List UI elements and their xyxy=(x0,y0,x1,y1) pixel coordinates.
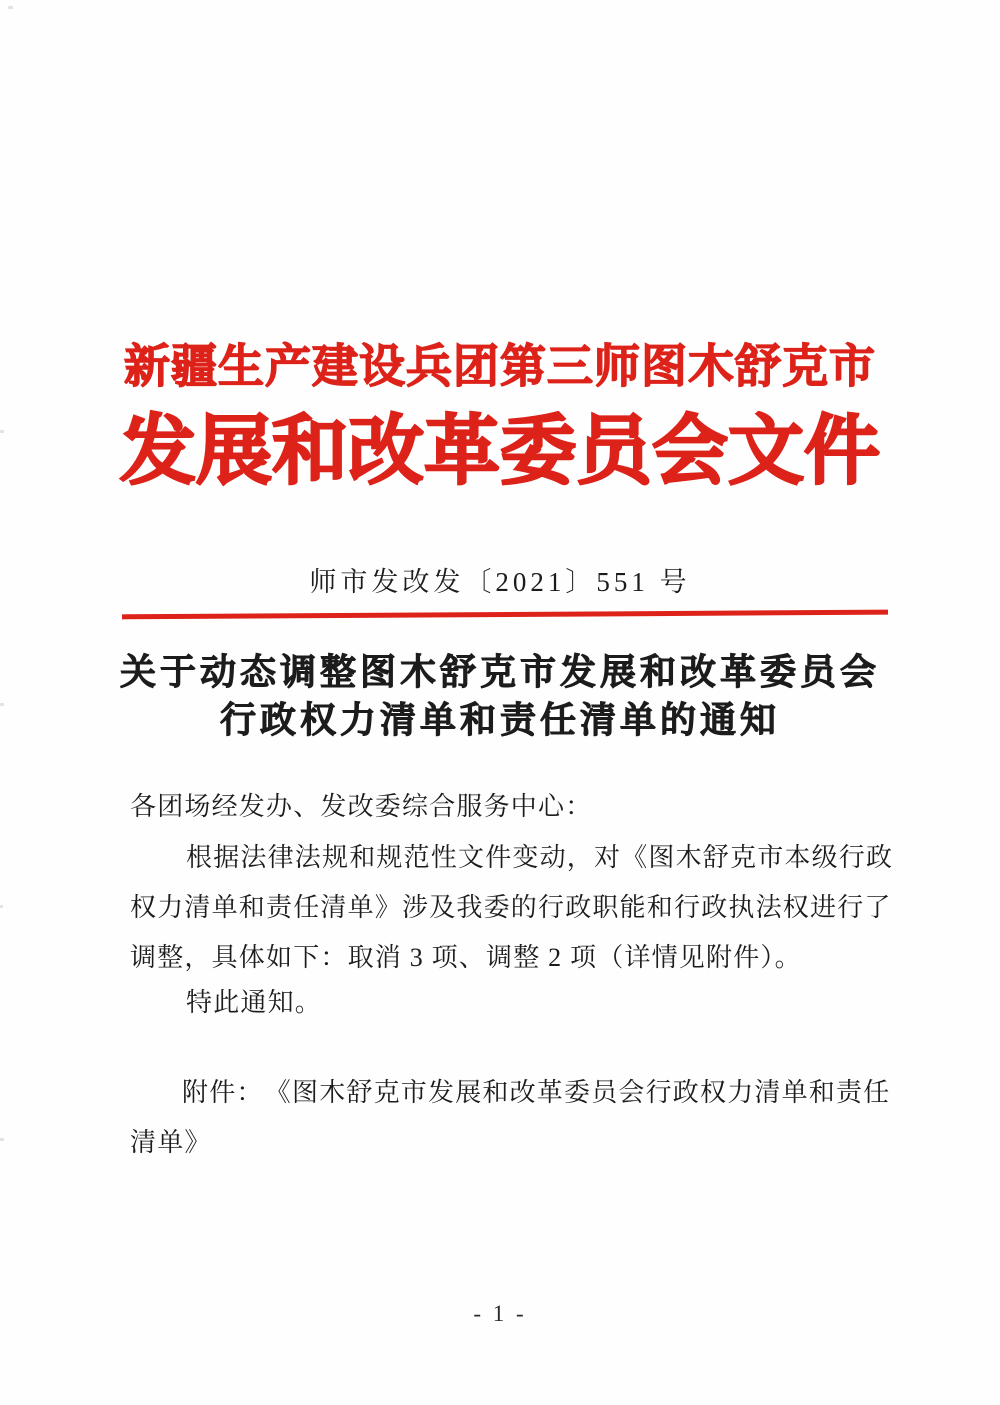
document-title-line1: 关于动态调整图木舒克市发展和改革委员会 xyxy=(119,652,880,692)
letterhead-org-name-line1: 新疆生产建设兵团第三师图木舒克市 xyxy=(124,341,876,392)
scan-speck xyxy=(0,905,3,908)
attachment-reference-line1: 附件： 《图木舒克市发展和改革委员会行政权力清单和责任 xyxy=(182,1078,891,1107)
body-paragraph-line: 权力清单和责任清单》涉及我委的行政职能和行政执法权进行了 xyxy=(130,893,892,922)
document-title-line2: 行政权力清单和责任清单的通知 xyxy=(219,700,780,740)
letterhead-org-name-line2: 发展和改革委员会文件 xyxy=(120,410,880,494)
body-paragraph-line: 调整，具体如下：取消 3 项、调整 2 项（详情见附件）。 xyxy=(130,943,802,972)
attachment-reference-line2: 清单》 xyxy=(130,1128,212,1157)
body-salutation: 各团场经发办、发改委综合服务中心： xyxy=(130,792,593,821)
letterhead-red-rule xyxy=(122,610,888,620)
body-paragraph-line: 根据法律法规和规范性文件变动，对《图木舒克市本级行政 xyxy=(186,843,894,872)
page-number: - 1 - xyxy=(473,1301,527,1326)
scan-speck xyxy=(8,6,13,9)
body-closing-line: 特此通知。 xyxy=(186,988,323,1017)
document-number: 师市发改发〔2021〕551 号 xyxy=(309,567,691,597)
scan-speck xyxy=(0,1138,4,1141)
